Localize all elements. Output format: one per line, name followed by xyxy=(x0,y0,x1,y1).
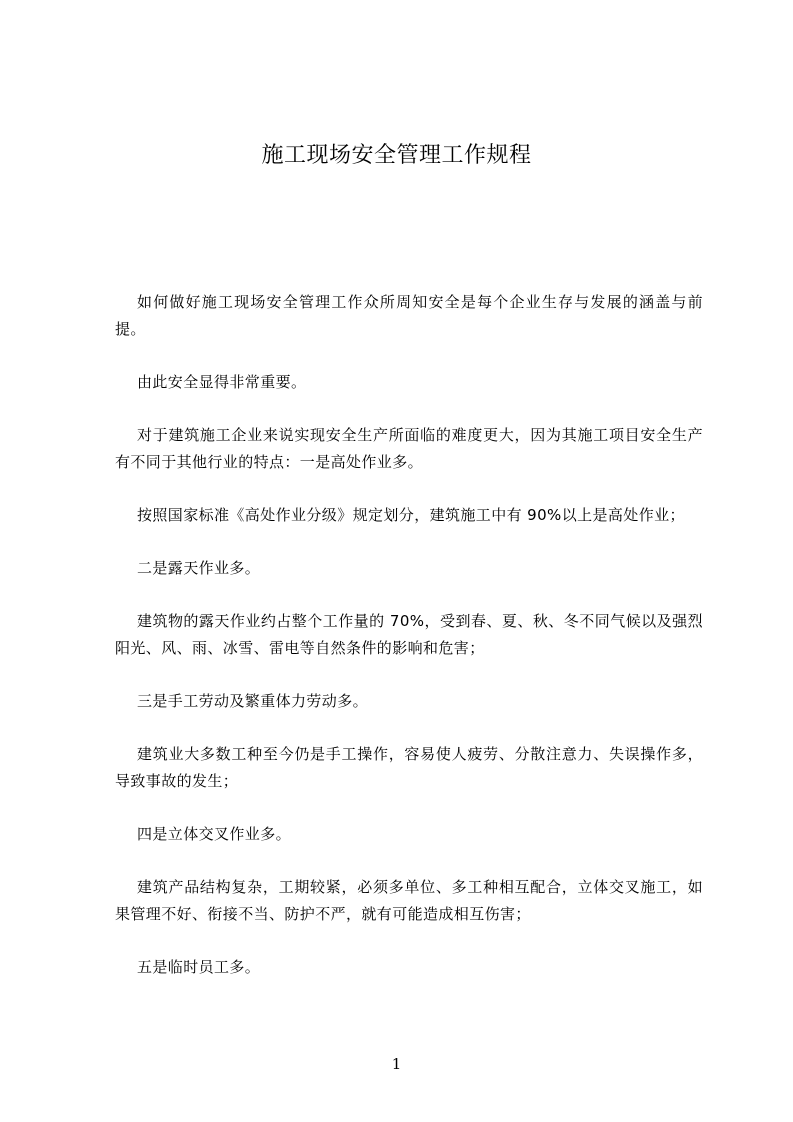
paragraph: 对于建筑施工企业来说实现安全生产所面临的难度更大，因为其施工项目安全生产有不同于其他行业的特点：一是高处作业多。 xyxy=(115,426,703,471)
paragraph: 由此安全显得非常重要。 xyxy=(137,373,307,391)
page-number: 1 xyxy=(391,1055,402,1073)
paragraph: 按照国家标准《高处作业分级》规定划分，建筑施工中有 90%以上是高处作业； xyxy=(137,506,685,524)
paragraph: 三是手工劳动及繁重体力劳动多。 xyxy=(137,692,369,710)
paragraph: 二是露天作业多。 xyxy=(137,559,261,577)
paragraph: 建筑业大多数工种至今仍是手工操作，容易使人疲劳、分散注意力、失误操作多，导致事故的发生； xyxy=(115,745,703,790)
paragraph: 建筑产品结构复杂，工期较紧，必须多单位、多工种相互配合，立体交叉施工，如果管理不好、衔接不当、防护不严，就有可能造成相互伤害； xyxy=(115,878,703,923)
paragraph: 五是临时员工多。 xyxy=(137,958,261,976)
document-body xyxy=(115,289,703,981)
paragraph: 建筑物的露天作业约占整个工作量的 70%，受到春、夏、秋、冬不同气候以及强烈阳光、风、雨、冰雪、雷电等自然条件的影响和危害； xyxy=(115,612,703,657)
paragraph: 如何做好施工现场安全管理工作众所周知安全是每个企业生存与发展的涵盖与前提。 xyxy=(115,293,703,338)
document-title: 施工现场安全管理工作规程 xyxy=(261,143,532,168)
paragraph: 四是立体交叉作业多。 xyxy=(137,825,292,843)
